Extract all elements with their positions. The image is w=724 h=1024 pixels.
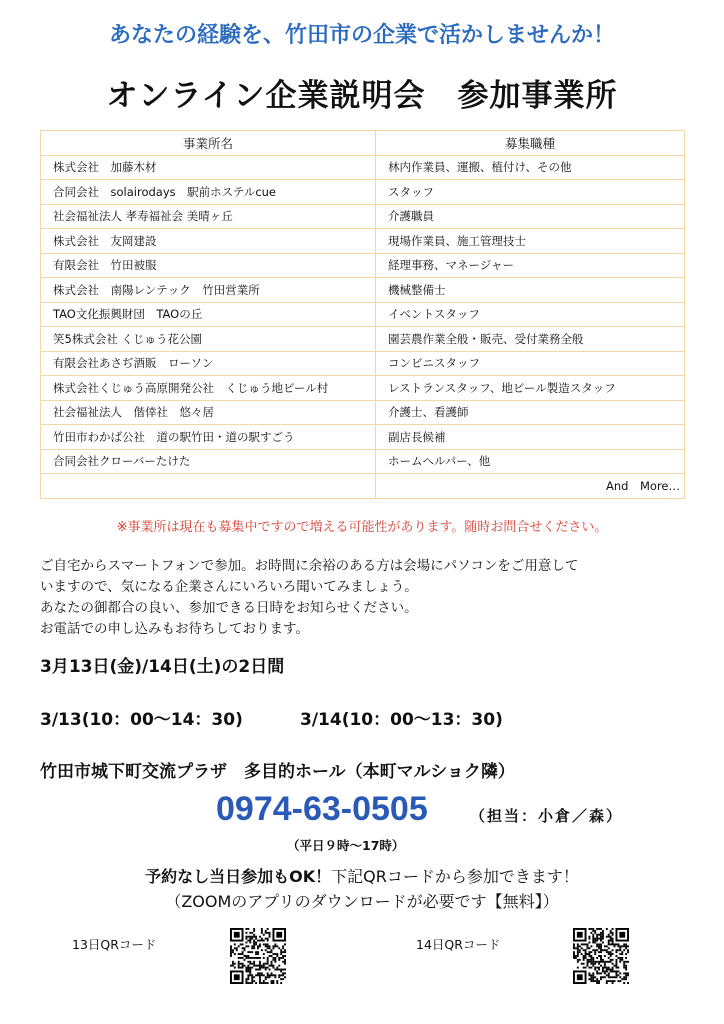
job-position: 介護士、看護師 [376, 400, 685, 425]
table-row [41, 278, 685, 303]
table-row-more [41, 474, 685, 499]
intro-line: あなたの御都合の良い、参加できる日時をお知らせください。 [40, 600, 418, 616]
qr-code-day14[interactable] [573, 928, 629, 984]
column-header-position: 募集職種 [376, 131, 685, 156]
recruiting-notice: ※事業所は現在も募集中ですので増える可能性があります。随時お問合せください。 [116, 520, 608, 535]
intro-line: いますので、気になる企業さんにいろいろ聞いてみましょう。 [40, 579, 418, 595]
company-name: 有限会社 竹田被服 [41, 253, 376, 278]
qr-label-day14: 14日QRコード [416, 937, 501, 952]
company-name: 有限会社あさぢ酒販 ローソン [41, 351, 376, 376]
table-row [41, 425, 685, 450]
table-row [41, 253, 685, 278]
cta-line-1 [0, 864, 724, 887]
table-row [41, 351, 685, 376]
job-position: 林内作業員、運搬、植付け、その他 [376, 155, 685, 180]
job-position: スタッフ [376, 180, 685, 205]
qr-label-day13: 13日QRコード [72, 937, 157, 952]
company-name: 株式会社 加藤木材 [41, 155, 376, 180]
job-position: 現場作業員、施工管理技士 [376, 229, 685, 254]
and-more-text: And More… [376, 474, 685, 499]
page-title: オンライン企業説明会 参加事業所 [106, 78, 618, 114]
qr-code-day13[interactable] [230, 928, 286, 984]
contact-hours: （平日９時〜17時） [287, 838, 405, 853]
intro-line: お電話での申し込みもお待ちしております。 [40, 621, 309, 637]
company-name: 株式会社くじゅう高原開発公社 くじゅう地ビール村 [41, 376, 376, 401]
event-dates: 3月13日(金)/14日(土)の2日間 [40, 657, 285, 677]
event-time-day1: 3/13(10：00〜14：30) [40, 710, 243, 730]
table-row [41, 229, 685, 254]
job-position: イベントスタッフ [376, 302, 685, 327]
table-header-row [41, 131, 685, 156]
company-name: 笑5株式会社 くじゅう花公園 [41, 327, 376, 352]
table-row [41, 449, 685, 474]
intro-line: ご自宅からスマートフォンで参加。お時間に余裕のある方は会場にパソコンをご用意して [40, 558, 579, 574]
company-name: 竹田市わかば公社 道の駅竹田・道の駅すごう [41, 425, 376, 450]
company-name: TAO文化振興財団 TAOの丘 [41, 302, 376, 327]
company-name: 株式会社 友岡建設 [41, 229, 376, 254]
table-row [41, 180, 685, 205]
intro-text [40, 556, 578, 640]
table-row [41, 302, 685, 327]
table-row [41, 327, 685, 352]
company-name: 株式会社 南陽レンテック 竹田営業所 [41, 278, 376, 303]
column-header-company: 事業所名 [41, 131, 376, 156]
cta-rest: 下記QRコードから参加できます！ [331, 867, 579, 886]
event-venue: 竹田市城下町交流プラザ 多目的ホール（本町マルショク隣） [40, 762, 515, 782]
table-row [41, 376, 685, 401]
job-position: レストランスタッフ、地ビール製造スタッフ [376, 376, 685, 401]
company-name: 合同会社クローバーたけた [41, 449, 376, 474]
table-row [41, 155, 685, 180]
phone-number[interactable]: 0974-63-0505 [216, 790, 428, 828]
cta-bold: 予約なし当日参加もOK！ [145, 867, 332, 886]
table-row [41, 204, 685, 229]
cta-line-2: （ZOOMのアプリのダウンロードが必要です【無料】） [165, 892, 559, 911]
job-position: 副店長候補 [376, 425, 685, 450]
job-position: 介護職員 [376, 204, 685, 229]
job-position: コンビニスタッフ [376, 351, 685, 376]
job-position: 機械整備士 [376, 278, 685, 303]
company-name: 社会福祉法人 孝寿福祉会 美晴ヶ丘 [41, 204, 376, 229]
job-position: 園芸農作業全般・販売、受付業務全般 [376, 327, 685, 352]
company-name: 社会福祉法人 偕倖社 悠々居 [41, 400, 376, 425]
tagline: あなたの経験を、竹田市の企業で活かしませんか！ [108, 23, 615, 48]
job-position: 経理事務、マネージャー [376, 253, 685, 278]
company-name: 合同会社 solairodays 駅前ホステルcue [41, 180, 376, 205]
contact-person: （担当：小倉／森） [470, 807, 624, 825]
event-time-day2: 3/14(10：00〜13：30) [300, 710, 503, 730]
company-table [40, 130, 685, 499]
empty-cell [41, 474, 376, 499]
job-position: ホームヘルパー、他 [376, 449, 685, 474]
table-row [41, 400, 685, 425]
